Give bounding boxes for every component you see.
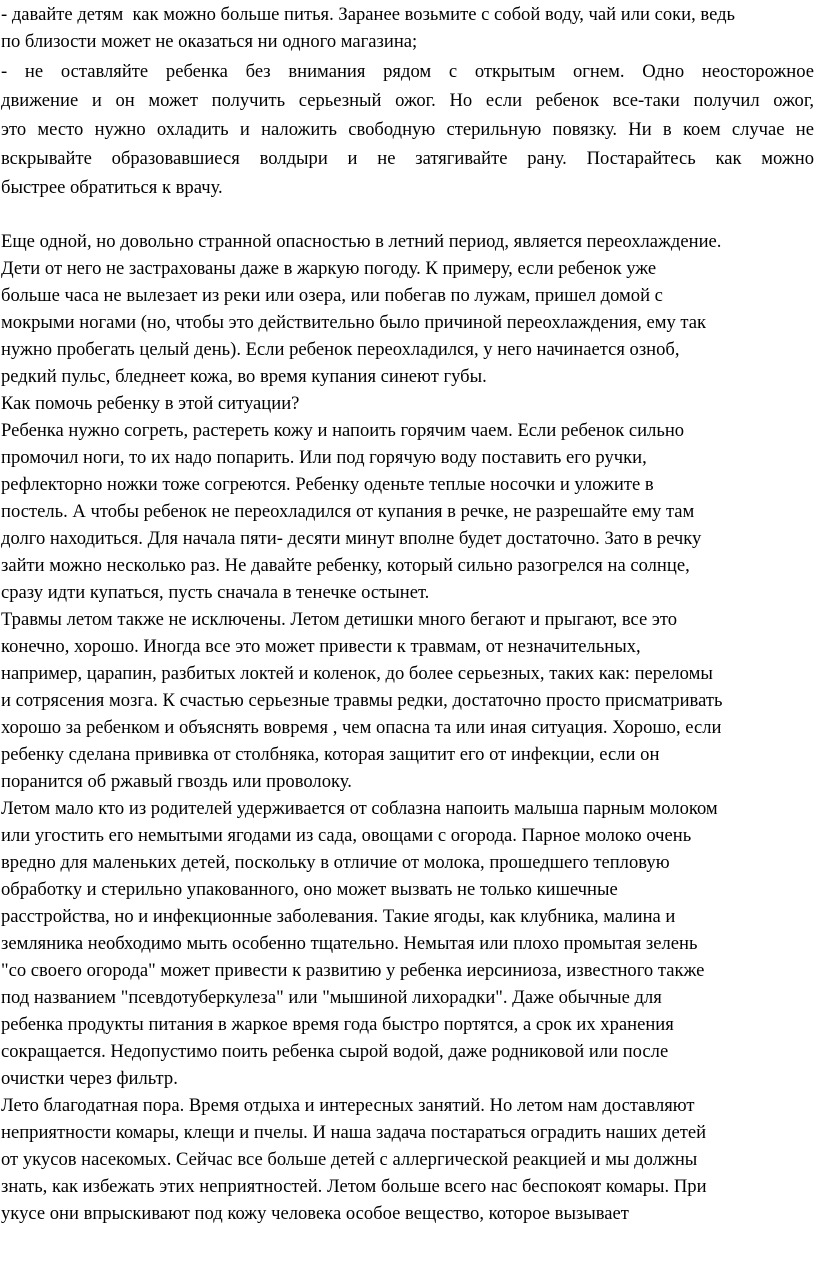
- text-line: например, царапин, разбитых локтей и коленок, до более серьезных, таких как: переломы: [1, 663, 713, 684]
- text-line: Лето благодатная пора. Время отдыха и интересных занятий. Но летом нам доставляют: [1, 1095, 695, 1116]
- text-line: это место нужно охладить и наложить свободную стерильную повязку. Ни в коем случае не: [1, 119, 814, 140]
- text-line: конечно, хорошо. Иногда все это может привести к травмам, от незначительных,: [1, 636, 641, 657]
- text-line: вскрывайте образовавшиеся волдыри и не затягивайте рану. Постарайтесь как можно: [1, 148, 814, 169]
- text-line: или угостить его немытыми ягодами из сада, овощами с огорода. Парное молоко очень: [1, 825, 692, 846]
- text-line: вредно для маленьких детей, поскольку в отличие от молока, прошедшего тепловую: [1, 852, 670, 873]
- text-line: долго находиться. Для начала пяти- десяти минут вполне будет достаточно. Зато в речку: [1, 528, 702, 549]
- text-line: хорошо за ребенком и объяснять вовремя , чем опасна та или иная ситуация. Хорошо, если: [1, 717, 722, 738]
- text-line: "со своего огорода" может привести к развитию у ребенка иерсиниоза, известного также: [1, 960, 705, 981]
- text-line: больше часа не вылезает из реки или озера, или побегав по лужам, пришел домой с: [1, 285, 663, 306]
- text-line: - не оставляйте ребенка без внимания рядом с открытым огнем. Одно неосторожное: [1, 61, 814, 82]
- text-line: ребенку сделана прививка от столбняка, которая защитит его от инфекции, если он: [1, 744, 660, 765]
- text-line: быстрее обратиться к врачу.: [1, 177, 223, 198]
- text-line: нужно пробегать целый день). Если ребенок переохладился, у него начинается озноб,: [1, 339, 680, 360]
- text-line: постель. А чтобы ребенок не переохладился от купания в речке, не разрешайте ему там: [1, 501, 695, 522]
- text-line: движение и он может получить серьезный ожог. Но если ребенок все-таки получил ожог,: [1, 90, 814, 111]
- text-line: укусе они впрыскивают под кожу человека особое вещество, которое вызывает: [1, 1203, 629, 1224]
- text-line: ребенка продукты питания в жаркое время года быстро портятся, а срок их хранения: [1, 1014, 674, 1035]
- text-line: очистки через фильтр.: [1, 1068, 178, 1089]
- text-line: рефлекторно ножки тоже согреются. Ребенку оденьте теплые носочки и уложите в: [1, 474, 654, 495]
- text-line: Как помочь ребенку в этой ситуации?: [1, 393, 300, 414]
- text-line: по близости может не оказаться ни одного магазина;: [1, 31, 418, 52]
- text-line: сразу идти купаться, пусть сначала в тенечке остынет.: [1, 582, 430, 603]
- text-line: промочил ноги, то их надо попарить. Или под горячую воду поставить его ручки,: [1, 447, 647, 468]
- text-line: сокращается. Недопустимо поить ребенка сырой водой, даже родниковой или после: [1, 1041, 669, 1062]
- text-line: под названием "псевдотуберкулеза" или "мышиной лихорадки". Даже обычные для: [1, 987, 662, 1008]
- text-line: знать, как избежать этих неприятностей. Летом больше всего нас беспокоят комары. При: [1, 1176, 707, 1197]
- text-line: обработку и стерильно упакованного, оно может вызвать не только кишечные: [1, 879, 618, 900]
- text-line: Дети от него не застрахованы даже в жаркую погоду. К примеру, если ребенок уже: [1, 258, 657, 279]
- text-line: неприятности комары, клещи и пчелы. И наша задача постараться оградить наших детей: [1, 1122, 707, 1143]
- text-line: земляника необходимо мыть особенно тщательно. Немытая или плохо промытая зелень: [1, 933, 698, 954]
- text-line: расстройства, но и инфекционные заболевания. Такие ягоды, как клубника, малина и: [1, 906, 676, 927]
- text-line: и сотрясения мозга. К счастью серьезные травмы редки, достаточно просто присматривать: [1, 690, 723, 711]
- text-line: зайти можно несколько раз. Не давайте ребенку, который сильно разогрелся на солнце,: [1, 555, 690, 576]
- text-line: мокрыми ногами (но, чтобы это действительно было причиной переохлаждения, ему так: [1, 312, 707, 333]
- text-line: Еще одной, но довольно странной опасностью в летний период, является переохлаждение.: [1, 231, 722, 252]
- text-line: редкий пульс, бледнеет кожа, во время купания синеют губы.: [1, 366, 487, 387]
- text-line: от укусов насекомых. Сейчас все больше детей с аллергической реакцией и мы должны: [1, 1149, 698, 1170]
- text-line: Летом мало кто из родителей удерживается от соблазна напоить малыша парным молоком: [1, 798, 718, 819]
- text-line: - давайте детям как можно больше питья. Заранее возьмите с собой воду, чай или соки, ведь: [1, 4, 736, 25]
- text-line: Травмы летом также не исключены. Летом детишки много бегают и прыгают, все это: [1, 609, 678, 630]
- text-line: поранится об ржавый гвоздь или проволоку.: [1, 771, 352, 792]
- text-line: Ребенка нужно согреть, растереть кожу и напоить горячим чаем. Если ребенок сильно: [1, 420, 685, 441]
